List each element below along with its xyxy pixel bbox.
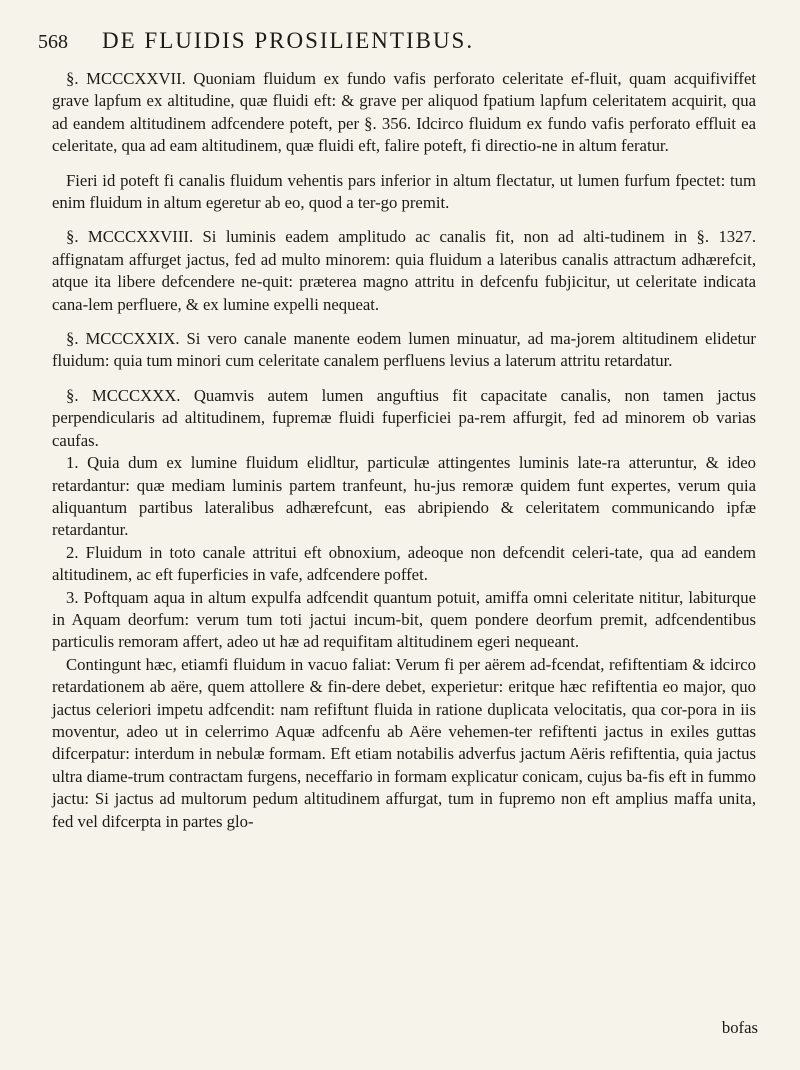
page-number: 568 bbox=[38, 31, 68, 53]
running-title: DE FLUIDIS PROSILIENTIBUS. bbox=[102, 28, 475, 53]
paragraph-1329: §. MCCCXXIX. Si vero canale manente eodem lumen minuatur, ad ma-jorem altitudinem elidetur fluidum: quia tum minori cum celeritate canalem perfluens levius a laterum attritu retardatur. bbox=[52, 329, 756, 371]
paragraph-1327: §. MCCCXXVII. Quoniam fluidum ex fundo vafis perforato celeritate ef-fluit, quam acquifiviffet grave lapfum ex altitudine, quæ fluidi eft: & grave per aliquod fpatium lapfum celeritatem acquirit, qua ad eandem altitudinem adfcendere poteft, per §. 356. Idcirco fluidum ex fundo vafis perforato effluit ea celeritate, qua ad eam altitudinem, quæ fluidi eft, falire poteft, fi directio-ne in altum feratur. bbox=[52, 69, 756, 156]
page-header bbox=[38, 28, 760, 54]
numbered-item-2: 2. Fluidum in toto canale attritui eft obnoxium, adeoque non defcendit celeri-tate, qua ad eandem altitudinem, ac eft fuperficies in vafe, adfcendere poffet. bbox=[52, 542, 756, 585]
body-text bbox=[52, 68, 756, 833]
paragraph-1327-note: Fieri id poteft fi canalis fluidum vehentis pars inferior in altum flectatur, ut lumen furfum fpectet: tum enim fluidum in altum egeretur ab eo, quod a ter-go premit. bbox=[52, 170, 756, 213]
numbered-item-3: 3. Poftquam aqua in altum expulfa adfcendit quantum potuit, amiffa omni celeritate nititur, labiturque in Aquam deorfum: verum tum toti jactui incum-bit, quem pondere deorfum premit, adfcendentibus particulis remoram affert, adeo ut hæ ad requifitam altitudinem egeri nequeant. bbox=[52, 587, 756, 652]
numbered-item-1: 1. Quia dum ex lumine fluidum elidltur, particulæ attingentes luminis late-ra atteruntur, & ideo retardantur: quæ mediam luminis partem tranfeunt, hu-jus remoræ quidem funt expertes, verum quia aliquantum partibus lateralibus adhærefcunt, eas abripiendo & celeritatem communicando ipfæ retardantur. bbox=[52, 453, 756, 540]
paragraph-1330: §. MCCCXXX. Quamvis autem lumen anguftius fit capacitate canalis, non tamen jactus perpendicularis ad altitudinem, fupremæ fluidi fuperficiei pa-rem affurgit, fed ad minorem ob varias caufas. bbox=[52, 385, 756, 450]
catchword: bofas bbox=[721, 1018, 758, 1037]
closing-paragraph: Contingunt hæc, etiamfi fluidum in vacuo faliat: Verum fi per aërem ad-fcendat, refiftentiam & idcirco retardationem ab aëre, quem attollere & fin-dere debet, experietur: eritque hæc refiftentia eo major, quo jactus celeriori impetu adfcendit: nam refiftunt fluida in ratione duplicata velocitatis, qua cor-pora in iis moventur, adeo ut in celerrimo Aquæ adfcenfu ab Aëre vehemen-ter refiftenti jactus in exiles guttas difcerpatur: interdum in nebulæ formam. Eft etiam notabilis adverfus jactum Aëris refiftentia, quia jactus ultra diame-trum contractam furgens, neceffario in formam explicatur conicam, cujus ba-fis eft in fummo jactu: Si jactus ad multorum pedum altitudinem affurgat, tum in fupremo non eft amplius maffa unita, fed vel difcerpta in partes glo- bbox=[52, 654, 756, 831]
paragraph-1328: §. MCCCXXVIII. Si luminis eadem amplitudo ac canalis fit, non ad alti-tudinem in §. 1327. affignatam affurget jactus, fed ad multo minorem: quia fluidum a lateribus canalis attractum adhærefcit, atque ita libere defcendere ne-quit: præterea magno attritu in defcenfu fubjicitur, ut celeritate indicata cana-lem perfluere, & ex lumine expelli nequeat. bbox=[52, 227, 756, 314]
